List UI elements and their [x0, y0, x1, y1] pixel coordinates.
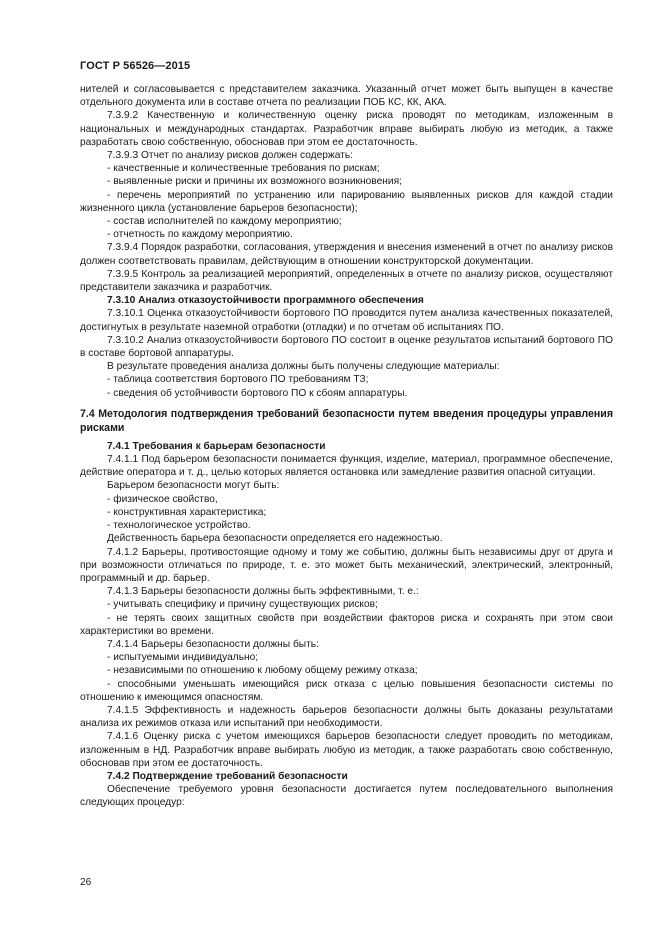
paragraph: Барьером безопасности могут быть:: [107, 480, 280, 492]
list-item: - учитывать специфику и причину существующих рисков;: [107, 599, 378, 611]
paragraph: Действенность барьера безопасности определяется его надежностью.: [107, 533, 443, 545]
list-item: - физическое свойство,: [107, 493, 218, 505]
list-item: - качественные и количественные требования по рискам;: [107, 163, 380, 175]
paragraph: 7.3.9.4 Порядок разработки, согласования, утверждения и внесения изменений в отчет по анализу рисков должен соответствовать правилам, действующим в отношении конструкторской документации.: [80, 242, 613, 267]
list-item: - состав исполнителей по каждому мероприятию;: [107, 216, 342, 228]
list-item: - независимыми по отношению к любому общему режиму отказа;: [107, 665, 418, 677]
list-item: - испытуемыми индивидуально;: [107, 652, 259, 664]
section-heading: 7.3.10 Анализ отказоустойчивости программного обеспечения: [107, 295, 424, 307]
paragraph: 7.4.1.2 Барьеры, противостоящие одному и тому же событию, должны быть независимы друг от друга и при возможности отличаться по природе, т. е. это может быть механический, электрический, электронный, программный и др. барьер.: [80, 546, 613, 584]
paragraph: 7.3.10.1 Оценка отказоустойчивости бортового ПО проводится путем анализа качественных показателей, достигнутых в результате наземной отработки (отладки) и по отчетам об испытаниях ПО.: [80, 308, 613, 333]
paragraph: Обеспечение требуемого уровня безопасности достигается путем последовательного выполнения следующих процедур:: [80, 784, 613, 809]
section-heading: 7.4.1 Требования к барьерам безопасности: [107, 440, 326, 452]
list-item: - способными уменьшать имеющийся риск отказа с целью повышения безопасности системы по отношению к имеющимся опасностям.: [80, 678, 613, 703]
list-item: - выявленные риски и причины их возможного возникновения;: [107, 176, 402, 188]
paragraph: 7.4.1.6 Оценку риска с учетом имеющихся барьеров безопасности следует проводить по методикам, изложенным в НД. Разработчик вправе выбирать любую из методик, а также разработать свою собственную, обосновав при этом ее достаточность.: [80, 731, 613, 769]
list-item: - сведения об устойчивости бортового ПО к сбоям аппаратуры.: [107, 387, 408, 399]
page-number: 26: [80, 877, 92, 888]
section-heading: 7.4.2 Подтверждение требований безопасности: [107, 770, 348, 782]
list-item: - технологическое устройство.: [107, 520, 251, 532]
list-item: - не терять своих защитных свойств при воздействии факторов риска и сохранять при этом свои характеристики во времени.: [80, 612, 613, 637]
list-item: - отчетность по каждому мероприятию.: [107, 229, 293, 241]
paragraph: 7.3.9.2 Качественную и количественную оценку риска проводят по методикам, изложенным в национальных и международных стандартах. Разработчик вправе выбирать любую из методик, а также разработать свою собственную, обосновав при этом ее достаточность.: [80, 110, 613, 148]
list-item: - таблица соответствия бортового ПО требованиям ТЗ;: [107, 374, 369, 386]
paragraph: 7.4.1.1 Под барьером безопасности понимается функция, изделие, материал, программное обеспечение, действие оператора и т. д., целью которых является остановка или замедление развития опасной ситуации.: [80, 454, 613, 479]
list-item: - конструктивная характеристика;: [107, 506, 267, 518]
paragraph: В результате проведения анализа должны быть получены следующие материалы:: [107, 361, 500, 373]
document-body: [80, 83, 613, 810]
paragraph: нителей и согласовывается с представителем заказчика. Указанный отчет может быть выпущен в качестве отдельного документа или в составе отчета по реализации ПОБ КС, КК, АКА.: [80, 84, 613, 109]
paragraph: 7.4.1.5 Эффективность и надежность барьеров безопасности должны быть доказаны результатами анализа их режимов отказа или испытаний при необходимости.: [80, 704, 613, 730]
paragraph: 7.3.9.3 Отчет по анализу рисков должен содержать:: [107, 150, 353, 162]
paragraph: 7.4.1.4 Барьеры безопасности должны быть:: [107, 638, 319, 650]
paragraph: 7.3.10.2 Анализ отказоустойчивости бортового ПО состоит в оценке результатов испытаний бортового ПО в составе бортовой аппаратуры.: [80, 334, 613, 360]
paragraph: 7.3.9.5 Контроль за реализацией мероприятий, определенных в отчете по анализу рисков, осуществляют представители заказчика и разработчик.: [80, 268, 613, 294]
list-item: - перечень мероприятий по устранению или парированию выявленных рисков для каждой стадии жизненного цикла (установление барьеров безопасности);: [80, 189, 613, 214]
chapter-heading: 7.4 Методология подтверждения требований безопасности путем введения процедуры управления рисками: [80, 407, 613, 434]
standard-designation: ГОСТ Р 56526—2015: [80, 60, 191, 72]
paragraph: 7.4.1.3 Барьеры безопасности должны быть эффективными, т. е.:: [107, 586, 419, 598]
